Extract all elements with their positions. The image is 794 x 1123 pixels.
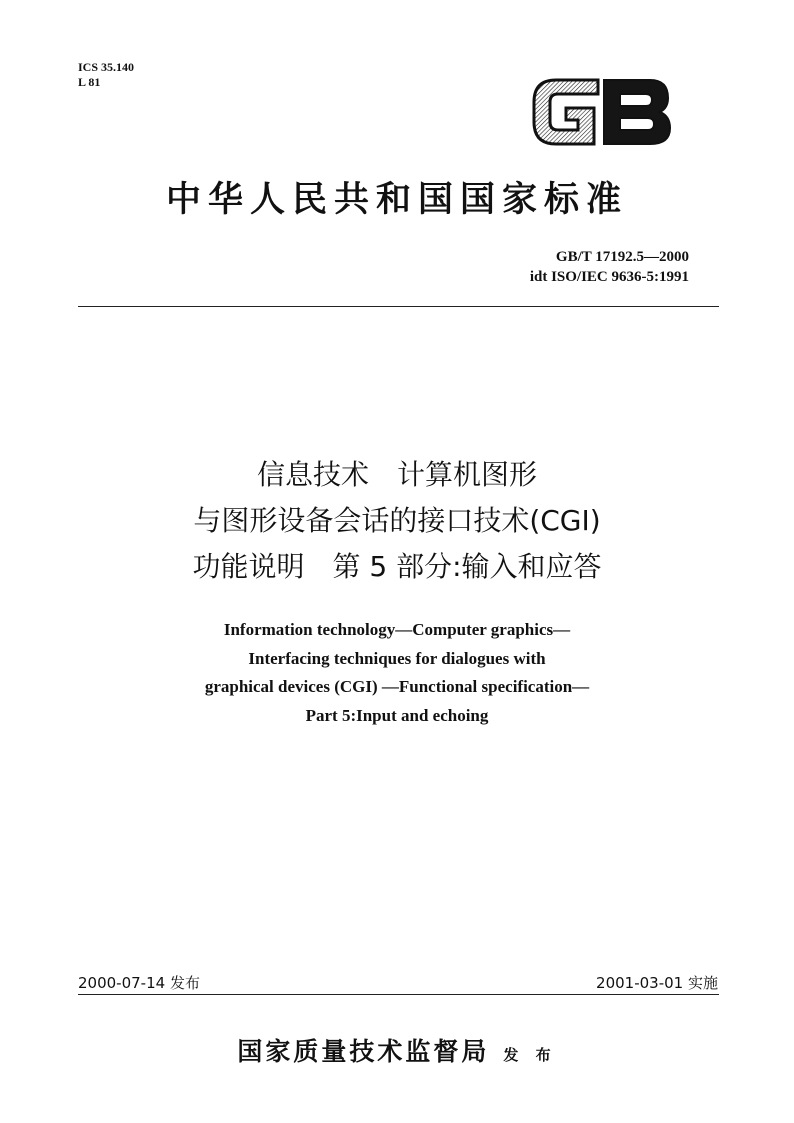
chinese-title-line: 信息技术 计算机图形 bbox=[256, 458, 537, 491]
english-title-line: Part 5:Input and echoing bbox=[305, 705, 489, 725]
publisher bbox=[0, 1032, 794, 1068]
english-title-line: graphical devices (CGI) —Functional specification— bbox=[204, 677, 590, 696]
idt-number: idt ISO/IEC 9636-5:1991 bbox=[529, 269, 689, 285]
implementation-date: 2001-03-01 实施 bbox=[596, 974, 718, 992]
english-title-line: Interfacing techniques for dialogues with bbox=[248, 648, 546, 668]
standard-number bbox=[530, 247, 689, 287]
classification-block bbox=[78, 60, 134, 90]
chinese-title-line: 与图形设备会话的接口技术(CGI) bbox=[193, 504, 601, 537]
footer-divider bbox=[78, 994, 719, 995]
english-title-line: Information technology—Computer graphics— bbox=[223, 620, 571, 639]
gb-logo-icon bbox=[528, 74, 674, 148]
ics-code: ICS 35.140 bbox=[78, 60, 135, 74]
issue-date: 2000-07-14 发布 bbox=[78, 974, 200, 992]
national-standard-title: 中华人民共和国国家标准 bbox=[165, 180, 628, 220]
publisher-suffix: 发 布 bbox=[503, 1046, 557, 1064]
ccs-code: L 81 bbox=[78, 75, 101, 89]
logo-text: GB bbox=[528, 74, 530, 75]
header-divider bbox=[78, 306, 719, 307]
publisher-name: 国家质量技术监督局 bbox=[237, 1037, 490, 1066]
gb-number: GB/T 17192.5—2000 bbox=[555, 249, 689, 265]
english-title bbox=[0, 616, 794, 730]
chinese-title-line: 功能说明 第 5 部分:输入和应答 bbox=[192, 550, 602, 583]
chinese-title bbox=[0, 452, 794, 590]
